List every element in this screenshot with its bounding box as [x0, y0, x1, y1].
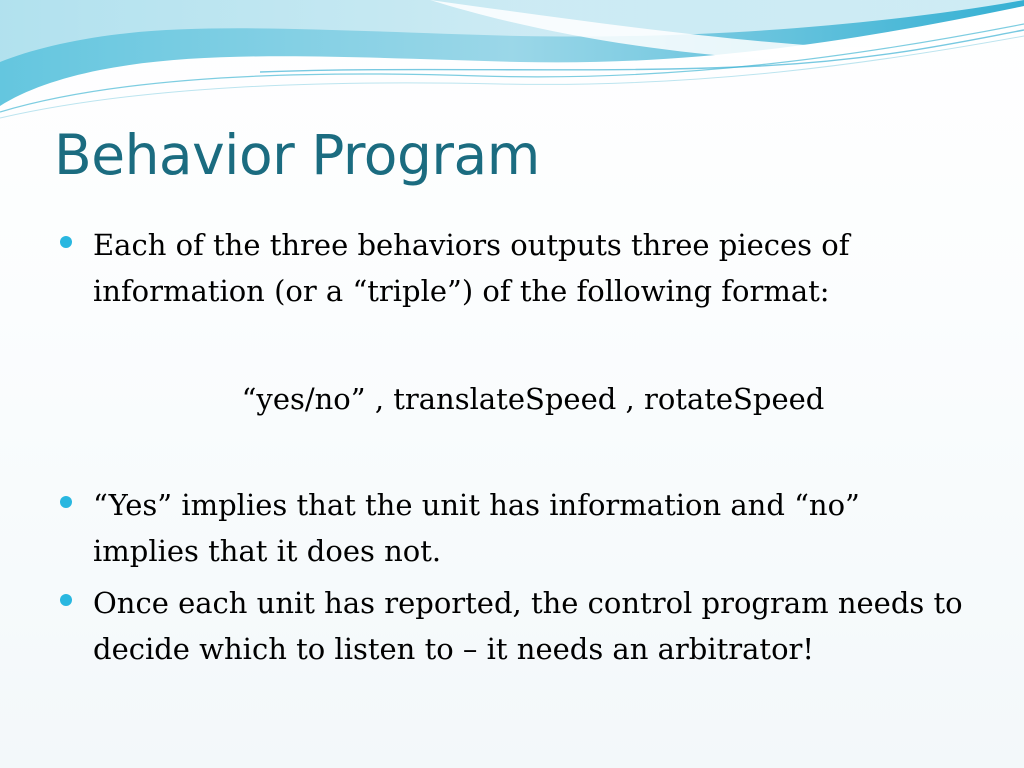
bullet-item — [58, 482, 968, 574]
triple-format-line: “yes/no” , translateSpeed , rotateSpeed — [241, 382, 825, 416]
bullet-item — [58, 222, 968, 314]
bullet-icon — [58, 580, 93, 626]
bullet-text: Each of the three behaviors outputs three pieces of information (or a “triple”) of the following format: — [93, 228, 850, 308]
bullet-text: Once each unit has reported, the control program needs to decide which to listen to – it needs an arbitrator! — [93, 586, 963, 666]
bullet-icon — [58, 222, 93, 268]
slide-title: Behavior Program — [54, 123, 540, 187]
header-wave-decoration — [0, 0, 1024, 130]
bullet-item — [58, 580, 968, 672]
bullet-icon — [58, 482, 93, 528]
slide-body — [58, 222, 968, 672]
bullet-text: “Yes” implies that the unit has information and “no” implies that it does not. — [93, 488, 860, 568]
